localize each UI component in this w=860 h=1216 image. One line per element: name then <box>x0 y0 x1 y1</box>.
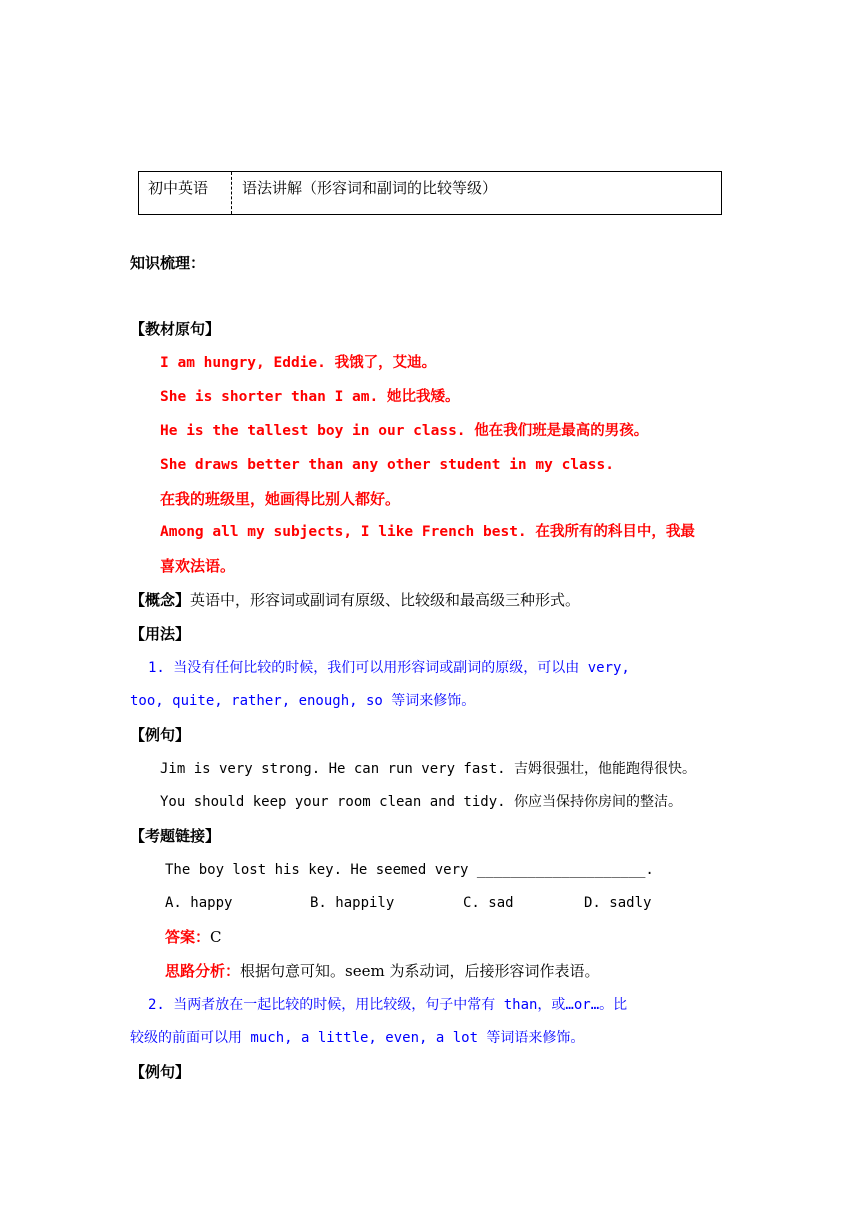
analysis-line <box>165 961 599 981</box>
textbook-line: 喜欢法语。 <box>160 557 236 575</box>
textbook-line: 在我的班级里，她画得比别人都好。 <box>160 490 401 508</box>
option-b: B. happily <box>310 895 395 911</box>
answer-value: C <box>210 928 222 946</box>
example-sentence: Jim is very strong. He can run very fast. 吉姆很强壮，他能跑得很快。 <box>160 761 697 777</box>
analysis-text: 根据句意可知。seem 为系动词，后接形容词作表语。 <box>240 962 600 980</box>
concept-text: 英语中，形容词或副词有原级、比较级和最高级三种形式。 <box>190 591 581 609</box>
usage-point-1-line: too, quite, rather, enough, so 等词来修饰。 <box>130 693 476 709</box>
usage-point-1-line: 1. 当没有任何比较的时候，我们可以用形容词或副词的原级，可以由 very, <box>148 660 630 676</box>
table-bottom-rule <box>139 214 721 215</box>
exam-question: The boy lost his key. He seemed very ____________________. <box>165 862 654 878</box>
answer-line <box>165 927 222 947</box>
header-table <box>138 171 722 215</box>
example-sentence: You should keep your room clean and tidy. 你应当保持你房间的整洁。 <box>160 794 683 810</box>
textbook-heading: 【教材原句】 <box>130 320 221 338</box>
option-d: D. sadly <box>584 895 652 911</box>
section-title: 知识梳理： <box>130 254 206 272</box>
textbook-line: He is the tallest boy in our class. 他在我们班是最高的男孩。 <box>160 423 649 439</box>
examples-heading: 【例句】 <box>130 726 191 744</box>
concept-label: 【概念】 <box>130 591 191 609</box>
textbook-line: She is shorter than I am. 她比我矮。 <box>160 389 460 405</box>
option-a: A. happy <box>165 895 233 911</box>
option-c: C. sad <box>463 895 514 911</box>
subject-cell: 初中英语 <box>139 172 232 214</box>
usage-point-2-line: 较级的前面可以用 much, a little, even, a lot 等词语来修饰。 <box>130 1030 585 1046</box>
concept-paragraph <box>130 590 580 610</box>
topic-cell: 语法讲解（形容词和副词的比较等级） <box>242 179 498 197</box>
textbook-line: Among all my subjects, I like French best. 在我所有的科目中，我最 <box>160 524 695 540</box>
analysis-label: 思路分析： <box>165 962 241 980</box>
usage-point-2-line: 2. 当两者放在一起比较的时候，用比较级，句子中常有 than，或…or…。比 <box>148 997 628 1013</box>
usage-heading: 【用法】 <box>130 625 191 643</box>
textbook-line: I am hungry, Eddie. 我饿了，艾迪。 <box>160 355 437 371</box>
answer-label: 答案： <box>165 928 211 946</box>
textbook-line: She draws better than any other student in my class. <box>160 457 614 473</box>
exam-heading: 【考题链接】 <box>130 827 221 845</box>
examples-heading-2: 【例句】 <box>130 1063 191 1081</box>
